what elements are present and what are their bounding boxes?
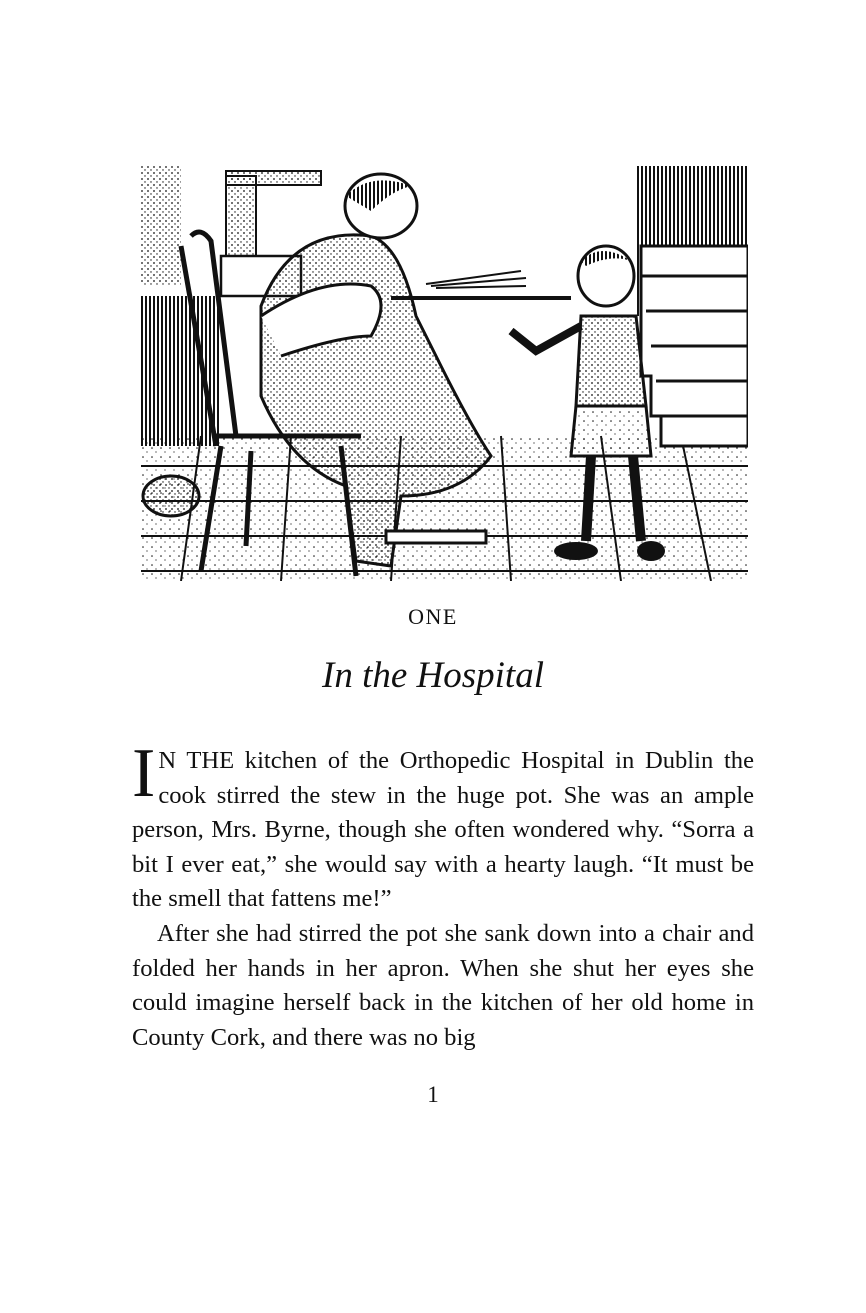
chapter-number: ONE xyxy=(408,604,458,629)
stove-pipe xyxy=(226,176,256,256)
stove-pipe-elbow xyxy=(226,171,321,185)
boy-right-shoe xyxy=(637,541,665,561)
dresser xyxy=(141,296,221,446)
chapter-title: In the Hospital xyxy=(322,655,544,696)
chapter-illustration xyxy=(141,166,748,581)
wall-shading xyxy=(141,166,181,286)
boy-jacket xyxy=(576,316,646,406)
drop-cap: I xyxy=(132,735,156,812)
cat xyxy=(143,476,199,516)
boy-pointing-arm xyxy=(511,326,581,351)
kitchen-scene-illustration xyxy=(141,166,748,581)
paragraph-1 xyxy=(132,735,754,917)
papers-on-table xyxy=(426,271,526,288)
staircase xyxy=(641,246,748,446)
paragraph-1-text: N THE kitchen of the Orthopedic Hospital in Dublin the cook stirred the stew in the huge pot. She was an ample person, Mrs. Byrne, though she often wondered why. “Sorra a bit I ever eat,” she would say with a hearty laugh. “It must be the smell that fattens me!” xyxy=(132,747,754,913)
paragraph-2: After she had stirred the pot she sank down into a chair and folded her hands in her apron. When she shut her eyes she could imagine herself back in the kitchen of her old home in County Cork, and there was no big xyxy=(132,919,754,1051)
boy-left-shoe xyxy=(554,542,598,560)
footstool xyxy=(386,531,486,543)
page-number: 1 xyxy=(427,1082,439,1107)
chapter-body xyxy=(132,735,754,1055)
boy-shorts xyxy=(571,406,651,456)
